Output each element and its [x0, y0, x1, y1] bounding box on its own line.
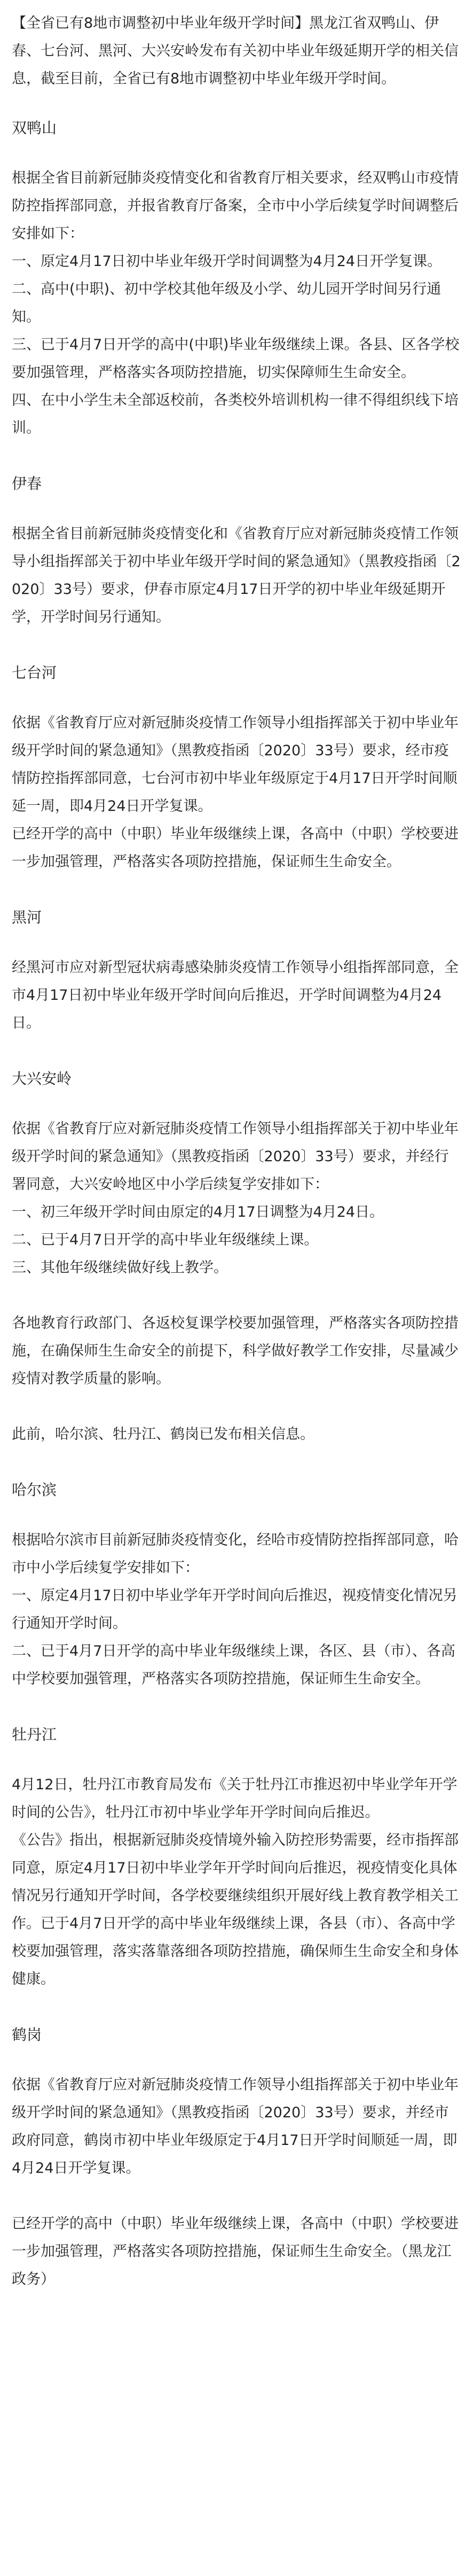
section-heading-daxinganling: 大兴安岭 — [12, 1070, 72, 1087]
paragraph: 二、已于4月7日开学的高中毕业年级继续上课。 — [12, 1232, 319, 1248]
section-heading-yichun: 伊春 — [12, 475, 42, 492]
paragraph: 依据《省教育厅应对新冠肺炎疫情工作领导小组指挥部关于初中毕业年级开学时间的紧急通知》（黑教疫指函〔2020〕33号）要求，并经行署同意，大兴安岭地区中小学后续复学安排如下： — [12, 1121, 459, 1193]
section-heading-qitaihe: 七台河 — [12, 664, 57, 682]
paragraph: 各地教育行政部门、各返校复课学校要加强管理，严格落实各项防控措施，在确保师生生命安全的前提下，科学做好教学工作安排，尽量减少疫情对教学质量的影响。 — [12, 1315, 459, 1387]
paragraph: 四、在中小学生未全部返校前，各类校外培训机构一律不得组织线下培训。 — [12, 392, 459, 436]
paragraph: 一、原定4月17日初中毕业学年开学时间向后推迟，视疫情变化情况另行通知开学时间。 — [12, 1587, 458, 1632]
paragraph: 一、原定4月17日初中毕业年级开学时间调整为4月24日开学复课。 — [12, 253, 442, 270]
paragraph: 二、高中(中职)、初中学校其他年级及小学、幼儿园开学时间另行通知。 — [12, 281, 442, 325]
paragraph: 已经开学的高中（中职）毕业年级继续上课，各高中（中职）学校要进一步加强管理，严格落实各项防控措施，保证师生生命安全。（黑龙江政务） — [12, 2215, 459, 2288]
paragraph: 三、已于4月7日开学的高中(中职)毕业年级继续上课。各县、区各学校要加强管理，严格落实各项防控措施，切实保障师生生命安全。 — [12, 336, 460, 381]
paragraph: 一、初三年级开学时间由原定的4月17日调整为4月24日。 — [12, 1204, 384, 1220]
paragraph: 此前，哈尔滨、牡丹江、鹤岗已发布相关信息。 — [12, 1426, 314, 1443]
paragraph: 4月12日，牡丹江市教育局发布《关于牡丹江市推迟初中毕业学年开学时间的公告》，牡丹江市初中毕业学年开学时间向后推迟。 — [12, 1776, 458, 1821]
paragraph: 三、其他年级继续做好线上教学。 — [12, 1259, 228, 1276]
section-heading-heihe: 黑河 — [12, 909, 42, 926]
paragraph: 根据全省目前新冠肺炎疫情变化和《省教育厅应对新冠肺炎疫情工作领导小组指挥部关于初中毕业年级开学时间的紧急通知》（黑教疫指函〔2020〕33号）要求，伊春市原定4月17日开学的初中毕业年级延期开学，开学时间另行通知。 — [12, 526, 461, 625]
paragraph: 依据《省教育厅应对新冠肺炎疫情工作领导小组指挥部关于初中毕业年级开学时间的紧急通知》（黑教疫指函〔2020〕33号）要求，并经市政府同意，鹤岗市初中毕业年级原定于4月17日开学时间顺延一周，即4月24日开学复课。 — [12, 2077, 459, 2176]
paragraph: 根据全省目前新冠肺炎疫情变化和省教育厅相关要求，经双鸭山市疫情防控指挥部同意，并报省教育厅备案，全市中小学后续复学时间调整后安排如下： — [12, 170, 459, 242]
section-heading-mudanjiang: 牡丹江 — [12, 1726, 57, 1743]
paragraph: 依据《省教育厅应对新冠肺炎疫情工作领导小组指挥部关于初中毕业年级开学时间的紧急通知》（黑教疫指函〔2020〕33号）要求，经市疫情防控指挥部同意，七台河市初中毕业年级原定于4月17日开学时间顺延一周，即4月24日开学复课。 — [12, 715, 459, 815]
paragraph: 根据哈尔滨市目前新冠肺炎疫情变化，经哈市疫情防控指挥部同意，哈市中小学后续复学安排如下： — [12, 1532, 459, 1576]
paragraph: 《公告》指出，根据新冠肺炎疫情境外输入防控形势需要，经市指挥部同意，原定4月17日初中毕业学年开学时间向后推迟，视疫情变化具体情况另行通知开学时间，各学校要继续组织开展好线上教育教学相关工作。已于4月7日开学的高中毕业年级继续上课，各县（市）、各高中学校要加强管理，落实落靠落细各项防控措施，确保师生生命安全和身体健康。 — [12, 1832, 459, 1987]
section-heading-shuangyashan: 双鸭山 — [12, 119, 57, 137]
paragraph: 二、已于4月7日开学的高中毕业年级继续上课，各区、县（市）、各高中学校要加强管理，严格落实各项防控措施，保证师生生命安全。 — [12, 1643, 455, 1687]
paragraph: 已经开学的高中（中职）毕业年级继续上课，各高中（中职）学校要进一步加强管理，严格落实各项防控措施，保证师生生命安全。 — [12, 826, 459, 870]
paragraph: 经黑河市应对新型冠状病毒感染肺炎疫情工作领导小组指挥部同意，全市4月17日初中毕业年级开学时间向后推迟，开学时间调整为4月24日。 — [12, 959, 459, 1031]
section-heading-hegang: 鹤岗 — [12, 2026, 42, 2043]
intro-paragraph: 【全省已有8地市调整初中毕业年级开学时间】黑龙江省双鸭山、伊春、七台河、黑河、大兴安岭发布有关初中毕业年级延期开学的相关信息，截至目前，全省已有8地市调整初中毕业年级开学时间。 — [12, 15, 459, 87]
section-heading-harbin: 哈尔滨 — [12, 1481, 57, 1499]
